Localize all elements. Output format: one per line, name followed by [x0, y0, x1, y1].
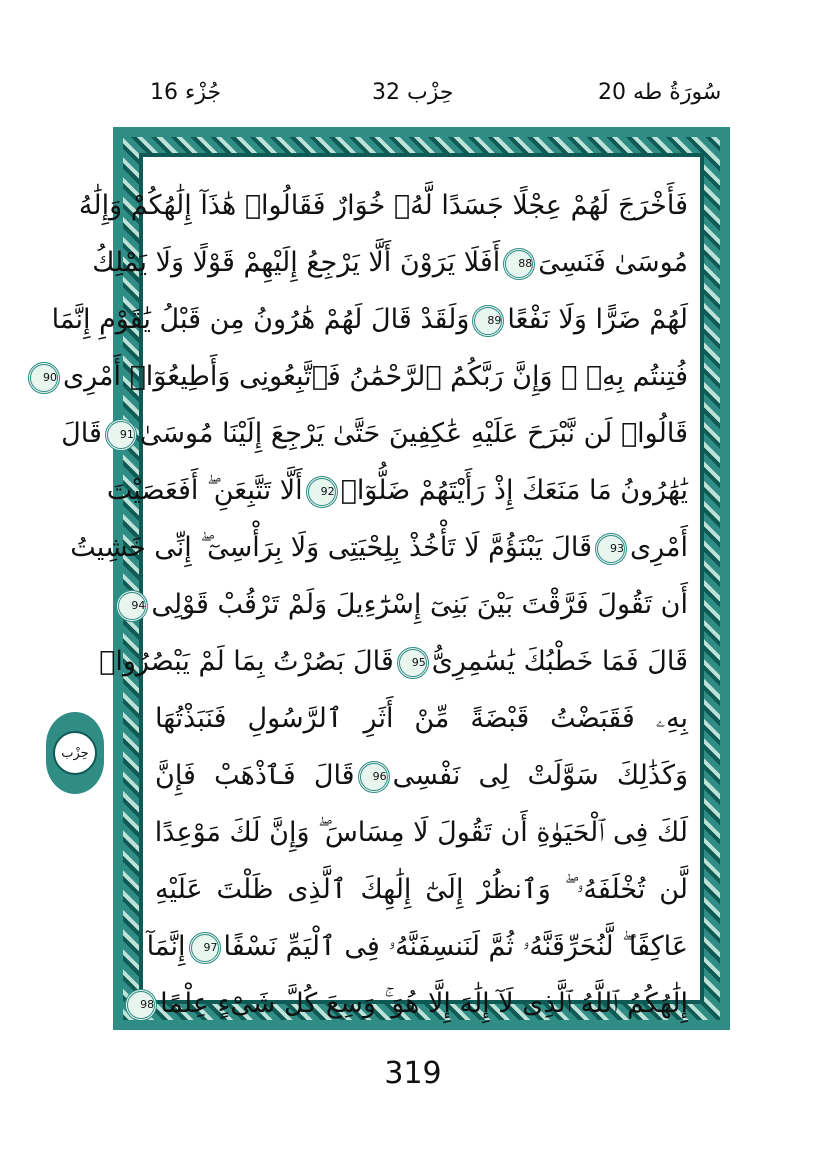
verse-line: [106, 462, 688, 519]
header-surah: 20 سُورَةُ طه: [598, 80, 722, 105]
verse-line: [51, 291, 688, 348]
ayah-number-marker: 97: [189, 932, 221, 964]
verse-line: [146, 918, 688, 975]
verse-text: إِنَّمَآ: [146, 931, 186, 962]
verse-text: بِهِۦ فَقَبَضْتُ قَبْضَةً مِّنْ أَثَرِ ٱلرَّسُولِ فَنَبَذْتُهَا: [155, 703, 688, 734]
verse-line: [155, 747, 688, 804]
verse-text: قَالَ يَبْنَؤُمَّ لَا تَأْخُذْ بِلِحْيَتِى وَلَا بِرَأْسِىٓ ۖ إِنِّى خَشِيتُ: [70, 532, 592, 563]
header-juz: جُزْء 16: [150, 80, 222, 105]
ayah-number-marker: 95: [397, 647, 429, 679]
verse-text: مُوسَىٰ فَنَسِىَ: [538, 247, 688, 278]
verse-text: قَالَ: [61, 418, 102, 449]
verse-text: قَالَ فَمَا خَطْبُكَ يَٰسَٰمِرِىُّ: [431, 646, 688, 677]
verse-text: لَّن تُخْلَفَهُۥ ۖ وَٱنظُرْ إِلَىٰٓ إِلَٰهِكَ ٱلَّذِى ظَلْتَ عَلَيْهِ: [155, 874, 688, 905]
ayah-number-marker: 91: [105, 419, 137, 451]
verse-text: أَن تَقُولَ فَرَّقْتَ بَيْنَ بَنِىٓ إِسْرَٰٓءِيلَ وَلَمْ تَرْقُبْ قَوْلِى: [151, 589, 688, 620]
verse-line: [92, 234, 688, 291]
ayah-number-marker: 89: [472, 305, 504, 337]
ayah-number-marker: 88: [503, 248, 535, 280]
verse-text: أَمْرِى: [630, 532, 688, 563]
verse-line: [78, 177, 688, 234]
verse-text: لَهُمْ ضَرًّا وَلَا نَفْعًا: [507, 304, 688, 335]
verse-line: [99, 633, 688, 690]
verse-text: أَلَّا تَتَّبِعَنِ ۖ أَفَعَصَيْتَ: [106, 475, 303, 506]
verse-text: يَٰهَٰرُونُ مَا مَنَعَكَ إِذْ رَأَيْتَهُمْ ضَلُّوٓا۟: [340, 475, 688, 506]
verse-line: [43, 348, 688, 405]
ayah-number-marker: 93: [595, 533, 627, 565]
hizb-marker-medallion: [46, 712, 104, 794]
verse-text: قَالُوا۟ لَن نَّبْرَحَ عَلَيْهِ عَٰكِفِينَ حَتَّىٰ يَرْجِعَ إِلَيْنَا مُوسَىٰ: [139, 418, 688, 449]
verse-text: لَكَ فِى ٱلْحَيَوٰةِ أَن تَقُولَ لَا مِسَاسَ ۖ وَإِنَّ لَكَ مَوْعِدًا: [154, 817, 688, 848]
verse-line: [61, 405, 688, 462]
verse-text: وَلَقَدْ قَالَ لَهُمْ هَٰرُونُ مِن قَبْلُ يَٰقَوْمِ إِنَّمَا: [51, 304, 470, 335]
ayah-number-marker: 92: [306, 476, 338, 508]
hizb-marker-label: حِزْب: [53, 731, 97, 775]
verse-line: [140, 975, 688, 1032]
header-hizb: حِزْب 32: [372, 80, 454, 105]
verse-text: أَفَلَا يَرَوْنَ أَلَّا يَرْجِعُ إِلَيْهِمْ قَوْلًا وَلَا يَمْلِكُ: [92, 247, 501, 278]
verse-text: إِلَٰهُكُمُ ٱللَّهُ ٱلَّذِى لَآ إِلَٰهَ إِلَّا هُوَ ۚ وَسِعَ كُلَّ شَىْءٍ عِلْمًا: [160, 988, 688, 1019]
verse-text: قَالَ بَصُرْتُ بِمَا لَمْ يَبْصُرُوا۟: [99, 646, 394, 677]
verse-text: فُتِنتُم بِهِۦ ۖ وَإِنَّ رَبَّكُمُ ٱلرَّحْمَٰنُ فَٱتَّبِعُونِى وَأَطِيعُوٓا۟ أَمْرِى: [63, 361, 688, 392]
ayah-number-marker: 90: [28, 362, 60, 394]
ayah-number-marker: 98: [125, 989, 157, 1021]
verse-line: [155, 690, 688, 747]
ayah-number-marker: 96: [358, 761, 390, 793]
verse-line: [70, 519, 688, 576]
verse-text: قَالَ فَٱذْهَبْ فَإِنَّ: [155, 760, 355, 791]
verse-line: [155, 804, 688, 861]
ayah-number-marker: 94: [116, 590, 148, 622]
verse-text: عَاكِفًا ۖ لَّنُحَرِّقَنَّهُۥ ثُمَّ لَنَنسِفَنَّهُۥ فِى ٱلْيَمِّ نَسْفًا: [223, 931, 688, 962]
verse-text: فَأَخْرَجَ لَهُمْ عِجْلًا جَسَدًا لَّهُۥ خُوَارٌ فَقَالُوا۟ هَٰذَآ إِلَٰهُكُمْ وَإِلَٰهُ: [78, 190, 688, 221]
verse-line: [155, 861, 688, 918]
page-number: 319: [384, 1056, 442, 1091]
verse-text: وَكَذَٰلِكَ سَوَّلَتْ لِى نَفْسِى: [392, 760, 688, 791]
verse-line: [131, 576, 688, 633]
